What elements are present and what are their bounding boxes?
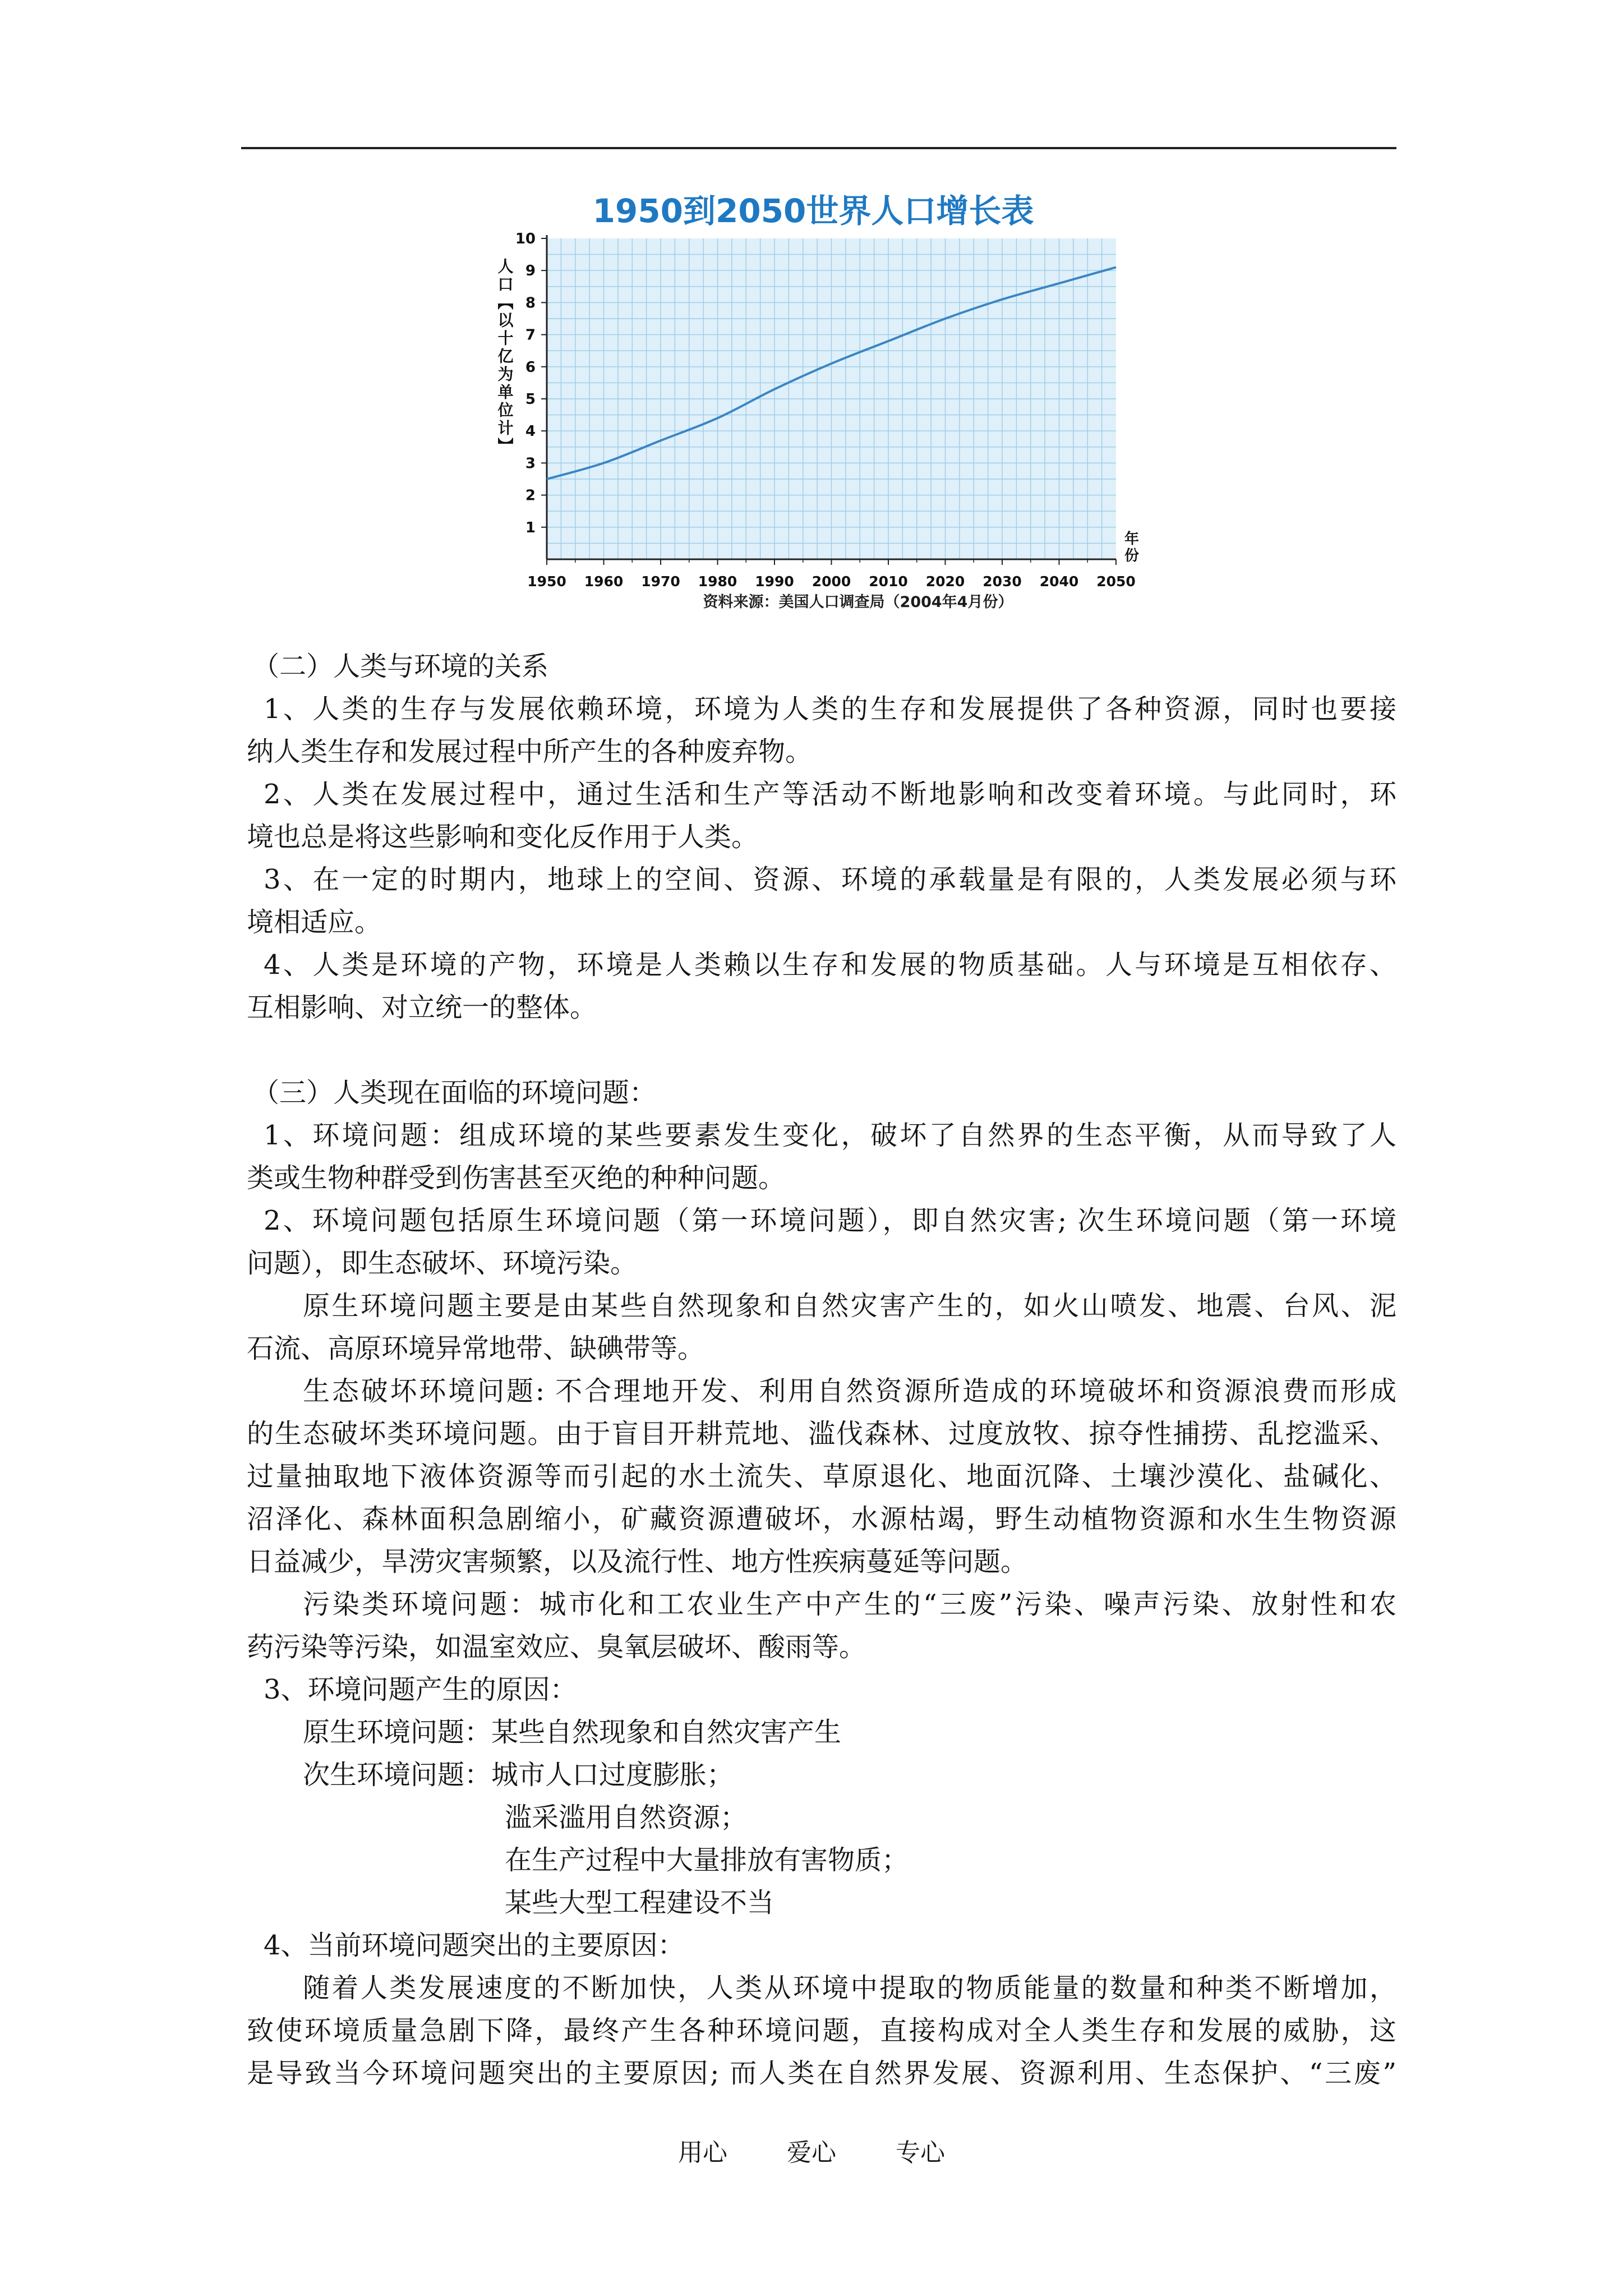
x-tick-label: 2010 (869, 573, 908, 590)
paragraph: 4、人类是环境的产物，环境是人类赖以生存和发展的物质基础。人与环境是互相依存、 (264, 949, 1396, 981)
section3-heading: （三）人类现在面临的环境问题： (252, 1077, 657, 1108)
header-rule (241, 147, 1396, 149)
list-item: 滥采滥用自然资源； (505, 1802, 748, 1833)
x-tick-label: 2030 (983, 573, 1022, 590)
paragraph: 过量抽取地下液体资源等而引起的水土流失、草原退化、地面沉降、土壤沙漠化、盐碱化、 (247, 1461, 1396, 1492)
x-tick-label: 2050 (1096, 573, 1136, 590)
x-axis-label-char: 份 (1124, 547, 1140, 564)
list-item: 次生环境问题：城市人口过度膨胀； (303, 1759, 734, 1791)
paragraph: 污染类环境问题：城市化和工农业生产中产生的“三废”污染、噪声污染、放射性和农 (303, 1589, 1396, 1620)
y-tick-label: 5 (525, 391, 536, 408)
x-axis-label-char: 年 (1124, 531, 1140, 547)
paragraph: 随着人类发展速度的不断加快，人类从环境中提取的物质能量的数量和种类不断增加， (303, 1972, 1396, 2004)
paragraph: 的生态破坏类环境问题。由于盲目开耕荒地、滥伐森林、过度放牧、掠夺性捕捞、乱挖滥采、 (247, 1418, 1396, 1450)
chart-title: 1950到2050世界人口增长表 (592, 192, 1034, 230)
footer (0, 2136, 1623, 2170)
paragraph: 3、环境问题产生的原因： (264, 1674, 577, 1705)
footer-text: 爱心 (787, 2138, 836, 2167)
paragraph: 3、在一定的时期内，地球上的空间、资源、环境的承载量是有限的，人类发展必须与环 (264, 864, 1396, 895)
y-tick-label: 7 (525, 326, 536, 344)
section2-heading: （二）人类与环境的关系 (252, 651, 549, 682)
paragraph: 日益减少，旱涝灾害频繁，以及流行性、地方性疾病蔓延等问题。 (247, 1546, 1028, 1577)
chart-grid (547, 238, 1116, 559)
paragraph: 生态破坏环境问题: 不合理地开发、利用自然资源所造成的环境破坏和资源浪费而形成 (303, 1375, 1396, 1407)
paragraph: 1、环境问题：组成环境的某些要素发生变化，破坏了自然界的生态平衡，从而导致了人 (264, 1120, 1396, 1151)
paragraph: 石流、高原环境异常地带、缺碘带等。 (247, 1333, 705, 1364)
list-item: 某些大型工程建设不当 (505, 1887, 774, 1918)
x-tick-label: 2040 (1039, 573, 1079, 590)
y-tick-label: 10 (515, 231, 536, 247)
x-tick-labels (527, 573, 1136, 590)
y-tick-label: 2 (525, 487, 536, 504)
y-tick-label: 3 (525, 455, 536, 472)
paragraph: 境相适应。 (247, 907, 382, 938)
paragraph: 1、人类的生存与发展依赖环境，环境为人类的生存和发展提供了各种资源，同时也要接 (264, 693, 1396, 725)
paragraph: 沼泽化、森林面积急剧缩小，矿藏资源遭破坏，水源枯竭，野生动植物资源和水生生物资源 (247, 1503, 1396, 1535)
y-tick-label: 1 (525, 519, 536, 536)
x-tick-label: 1960 (584, 573, 624, 590)
y-tick-label: 9 (525, 263, 536, 280)
y-axis-label-text: 人口【以十亿为单位计】 (495, 258, 514, 455)
x-tick-label: 2020 (925, 573, 965, 590)
x-tick-label: 1950 (527, 573, 566, 590)
paragraph: 纳人类生存和发展过程中所产生的各种废弃物。 (247, 736, 813, 767)
footer-text: 专心 (896, 2138, 945, 2167)
chart-source: 资料来源：美国人口调查局（2004年4月份） (703, 593, 1013, 611)
x-axis-label (1124, 530, 1139, 564)
x-tick-label: 1980 (698, 573, 737, 590)
paragraph: 互相影响、对立统一的整体。 (247, 992, 597, 1023)
y-tick-labels (515, 231, 536, 536)
paragraph: 2、人类在发展过程中，通过生活和生产等活动不断地影响和改变着环境。与此同时，环 (264, 779, 1396, 810)
paragraph: 原生环境问题主要是由某些自然现象和自然灾害产生的，如火山喷发、地震、台风、泥 (303, 1290, 1396, 1322)
y-tick-label: 4 (525, 423, 536, 440)
y-axis-label (496, 258, 514, 455)
y-tick-label: 6 (525, 358, 536, 376)
paragraph: 致使环境质量急剧下降，最终产生各种环境问题，直接构成对全人类生存和发展的威胁，这 (247, 2015, 1396, 2046)
x-tick-label: 1970 (641, 573, 680, 590)
list-item: 在生产过程中大量排放有害物质； (505, 1844, 909, 1876)
paragraph: 问题），即生态破坏、环境污染。 (247, 1248, 638, 1279)
footer-text: 用心 (678, 2138, 727, 2167)
population-chart (465, 180, 1161, 628)
paragraph: 类或生物种群受到伤害甚至灭绝的种种问题。 (247, 1162, 786, 1194)
paragraph: 药污染等污染，如温室效应、臭氧层破坏、酸雨等。 (247, 1631, 866, 1663)
paragraph: 4、当前环境问题突出的主要原因： (264, 1930, 685, 1961)
paragraph: 是导致当今环境问题突出的主要原因; 而人类在自然界发展、资源利用、生态保护、“三废” (247, 2058, 1396, 2089)
x-tick-label: 2000 (811, 573, 851, 590)
x-tick-label: 1990 (755, 573, 794, 590)
paragraph: 2、环境问题包括原生环境问题（第一环境问题），即自然灾害; 次生环境问题（第一环境 (264, 1205, 1396, 1236)
list-item: 原生环境问题：某些自然现象和自然灾害产生 (303, 1717, 842, 1748)
y-tick-label: 8 (525, 295, 536, 312)
paragraph: 境也总是将这些影响和变化反作用于人类。 (247, 821, 759, 853)
